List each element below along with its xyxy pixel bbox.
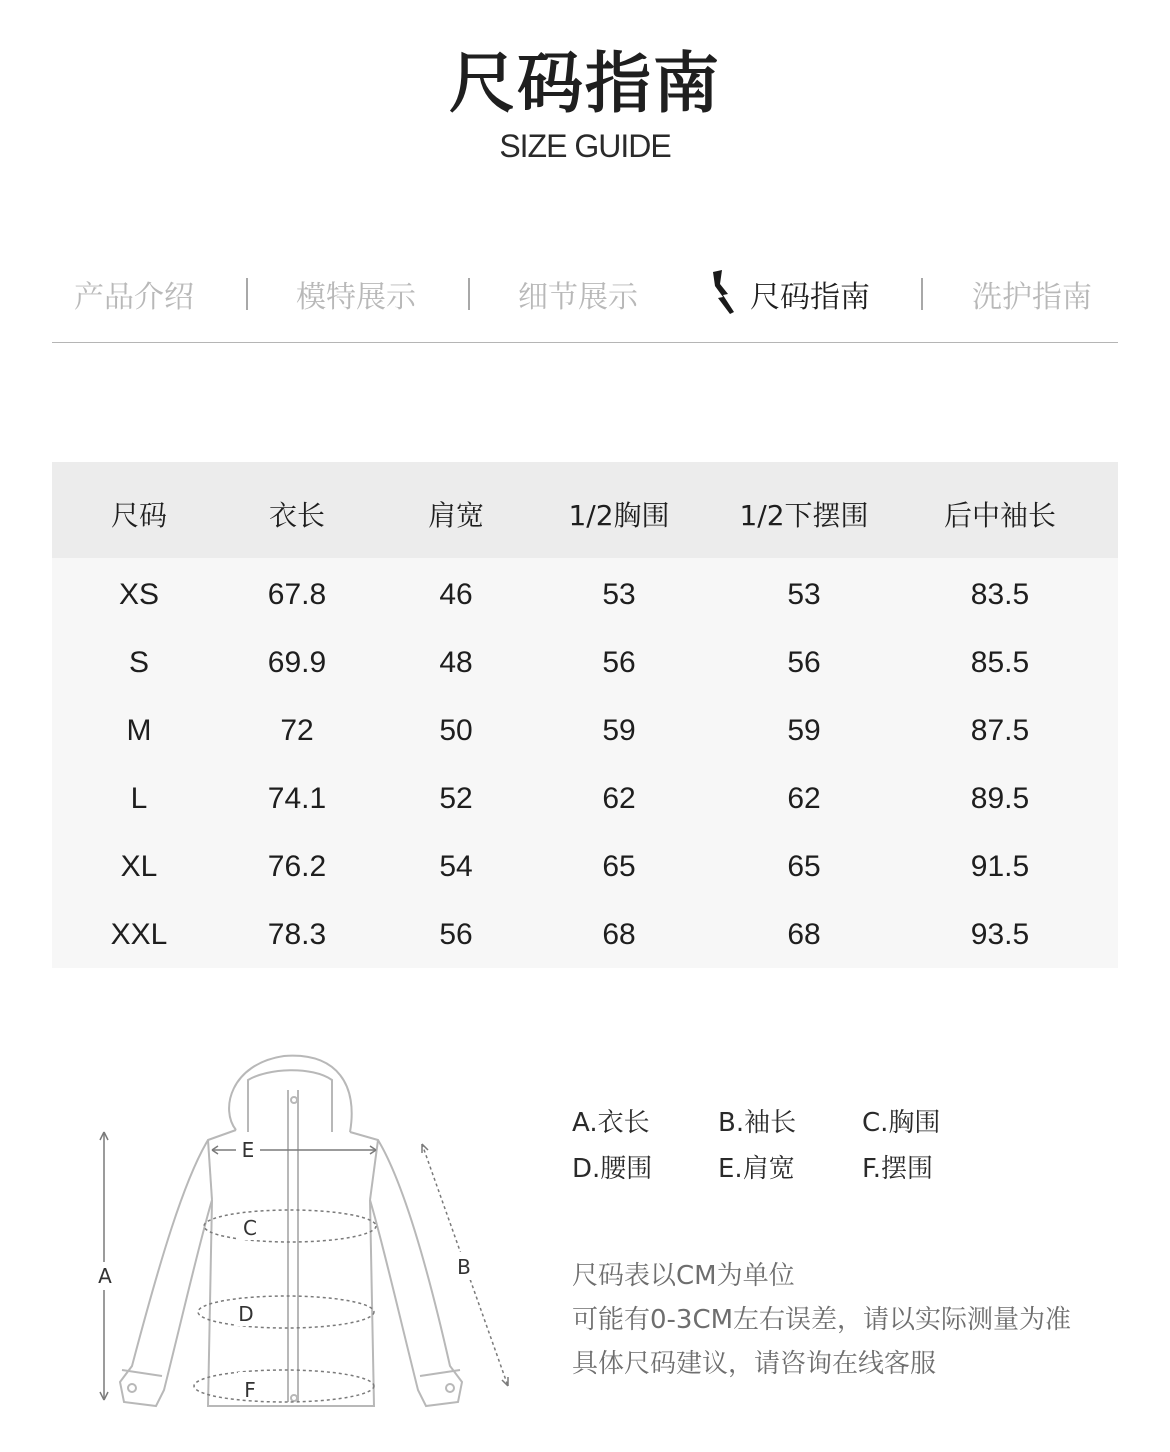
size-notes: [572, 1254, 1132, 1386]
table-cell: 83.5: [970, 578, 1030, 611]
nav-item-product-intro[interactable]: 产品介绍: [74, 280, 194, 315]
label-d: D: [238, 1302, 254, 1326]
column-header: 1/2胸围: [568, 499, 670, 532]
page-subtitle: SIZE GUIDE: [499, 128, 671, 164]
measurement-guides: [100, 1132, 508, 1402]
column-header: 尺码: [110, 499, 167, 532]
measurement-legend: [572, 1102, 992, 1202]
table-cell: 53: [602, 578, 636, 611]
column-header: 后中袖长: [943, 499, 1056, 532]
table-cell: L: [130, 782, 148, 815]
note-unit: 尺码表以CM为单位: [572, 1261, 795, 1291]
table-cell: 89.5: [970, 782, 1030, 815]
table-cell: 65: [602, 850, 636, 883]
table-cell: 46: [439, 578, 473, 611]
legend-item-e: E.肩宽: [718, 1154, 795, 1184]
table-cell: 48: [439, 646, 473, 679]
table-cell: 72: [280, 714, 314, 747]
column-header: 衣长: [268, 499, 325, 532]
table-cell: 68: [787, 918, 821, 951]
table-cell: 56: [602, 646, 636, 679]
table-header: [52, 462, 1118, 558]
table-cell: 85.5: [970, 646, 1030, 679]
legend-item-a: A.衣长: [572, 1108, 650, 1138]
label-f: F: [244, 1378, 256, 1402]
table-cell: 67.8: [267, 578, 327, 611]
table-cell: M: [126, 714, 152, 747]
legend-item-d: D.腰围: [572, 1154, 653, 1184]
legend-item-c: C.胸围: [862, 1108, 941, 1138]
legend-item-f: F.摆围: [862, 1154, 934, 1184]
table-cell: 59: [602, 714, 636, 747]
table-cell: 62: [787, 782, 821, 815]
nav-item-size-guide[interactable]: 尺码指南: [750, 280, 870, 315]
table-cell: 87.5: [970, 714, 1030, 747]
nav-item-detail-show[interactable]: 细节展示: [518, 280, 638, 315]
note-tolerance: 可能有0-3CM左右误差，请以实际测量为准: [572, 1305, 1072, 1335]
jacket-measurement-diagram: [88, 1040, 528, 1420]
label-b: B: [457, 1255, 471, 1279]
table-cell: 91.5: [970, 850, 1030, 883]
table-cell: 78.3: [267, 918, 327, 951]
table-cell: 56: [439, 918, 473, 951]
table-cell: 50: [439, 714, 473, 747]
table-cell: 65: [787, 850, 821, 883]
page-title: 尺码指南: [449, 45, 721, 122]
table-cell: 59: [787, 714, 821, 747]
nav-item-model-show[interactable]: 模特展示: [296, 280, 416, 315]
table-cell: 52: [439, 782, 473, 815]
table-cell: 74.1: [267, 782, 327, 815]
nav-divider: [246, 278, 248, 310]
nav-divider: [468, 278, 470, 310]
table-cell: 54: [439, 850, 473, 883]
size-table: [52, 462, 1118, 968]
section-nav: [52, 264, 1118, 324]
label-c: C: [243, 1216, 257, 1240]
table-cell: S: [128, 646, 149, 679]
jacket-outline: [120, 1056, 462, 1406]
column-header: 1/2下摆围: [739, 499, 869, 532]
table-cell: 62: [602, 782, 636, 815]
column-header: 肩宽: [427, 499, 484, 532]
label-e: E: [241, 1138, 255, 1162]
legend-item-b: B.袖长: [718, 1108, 797, 1138]
label-a: A: [98, 1264, 112, 1288]
nav-item-care-guide[interactable]: 洗护指南: [972, 280, 1092, 315]
brand-mark-icon: [708, 268, 742, 316]
table-cell: 93.5: [970, 918, 1030, 951]
table-cell: 53: [787, 578, 821, 611]
table-cell: 68: [602, 918, 636, 951]
nav-underline: [52, 342, 1118, 343]
nav-divider: [921, 278, 923, 310]
note-contact: 具体尺码建议，请咨询在线客服: [572, 1349, 937, 1379]
table-cell: 56: [787, 646, 821, 679]
table-cell: XXL: [110, 918, 168, 951]
table-cell: XS: [118, 578, 160, 611]
table-cell: 69.9: [267, 646, 327, 679]
table-cell: XL: [120, 850, 158, 883]
table-cell: 76.2: [267, 850, 327, 883]
